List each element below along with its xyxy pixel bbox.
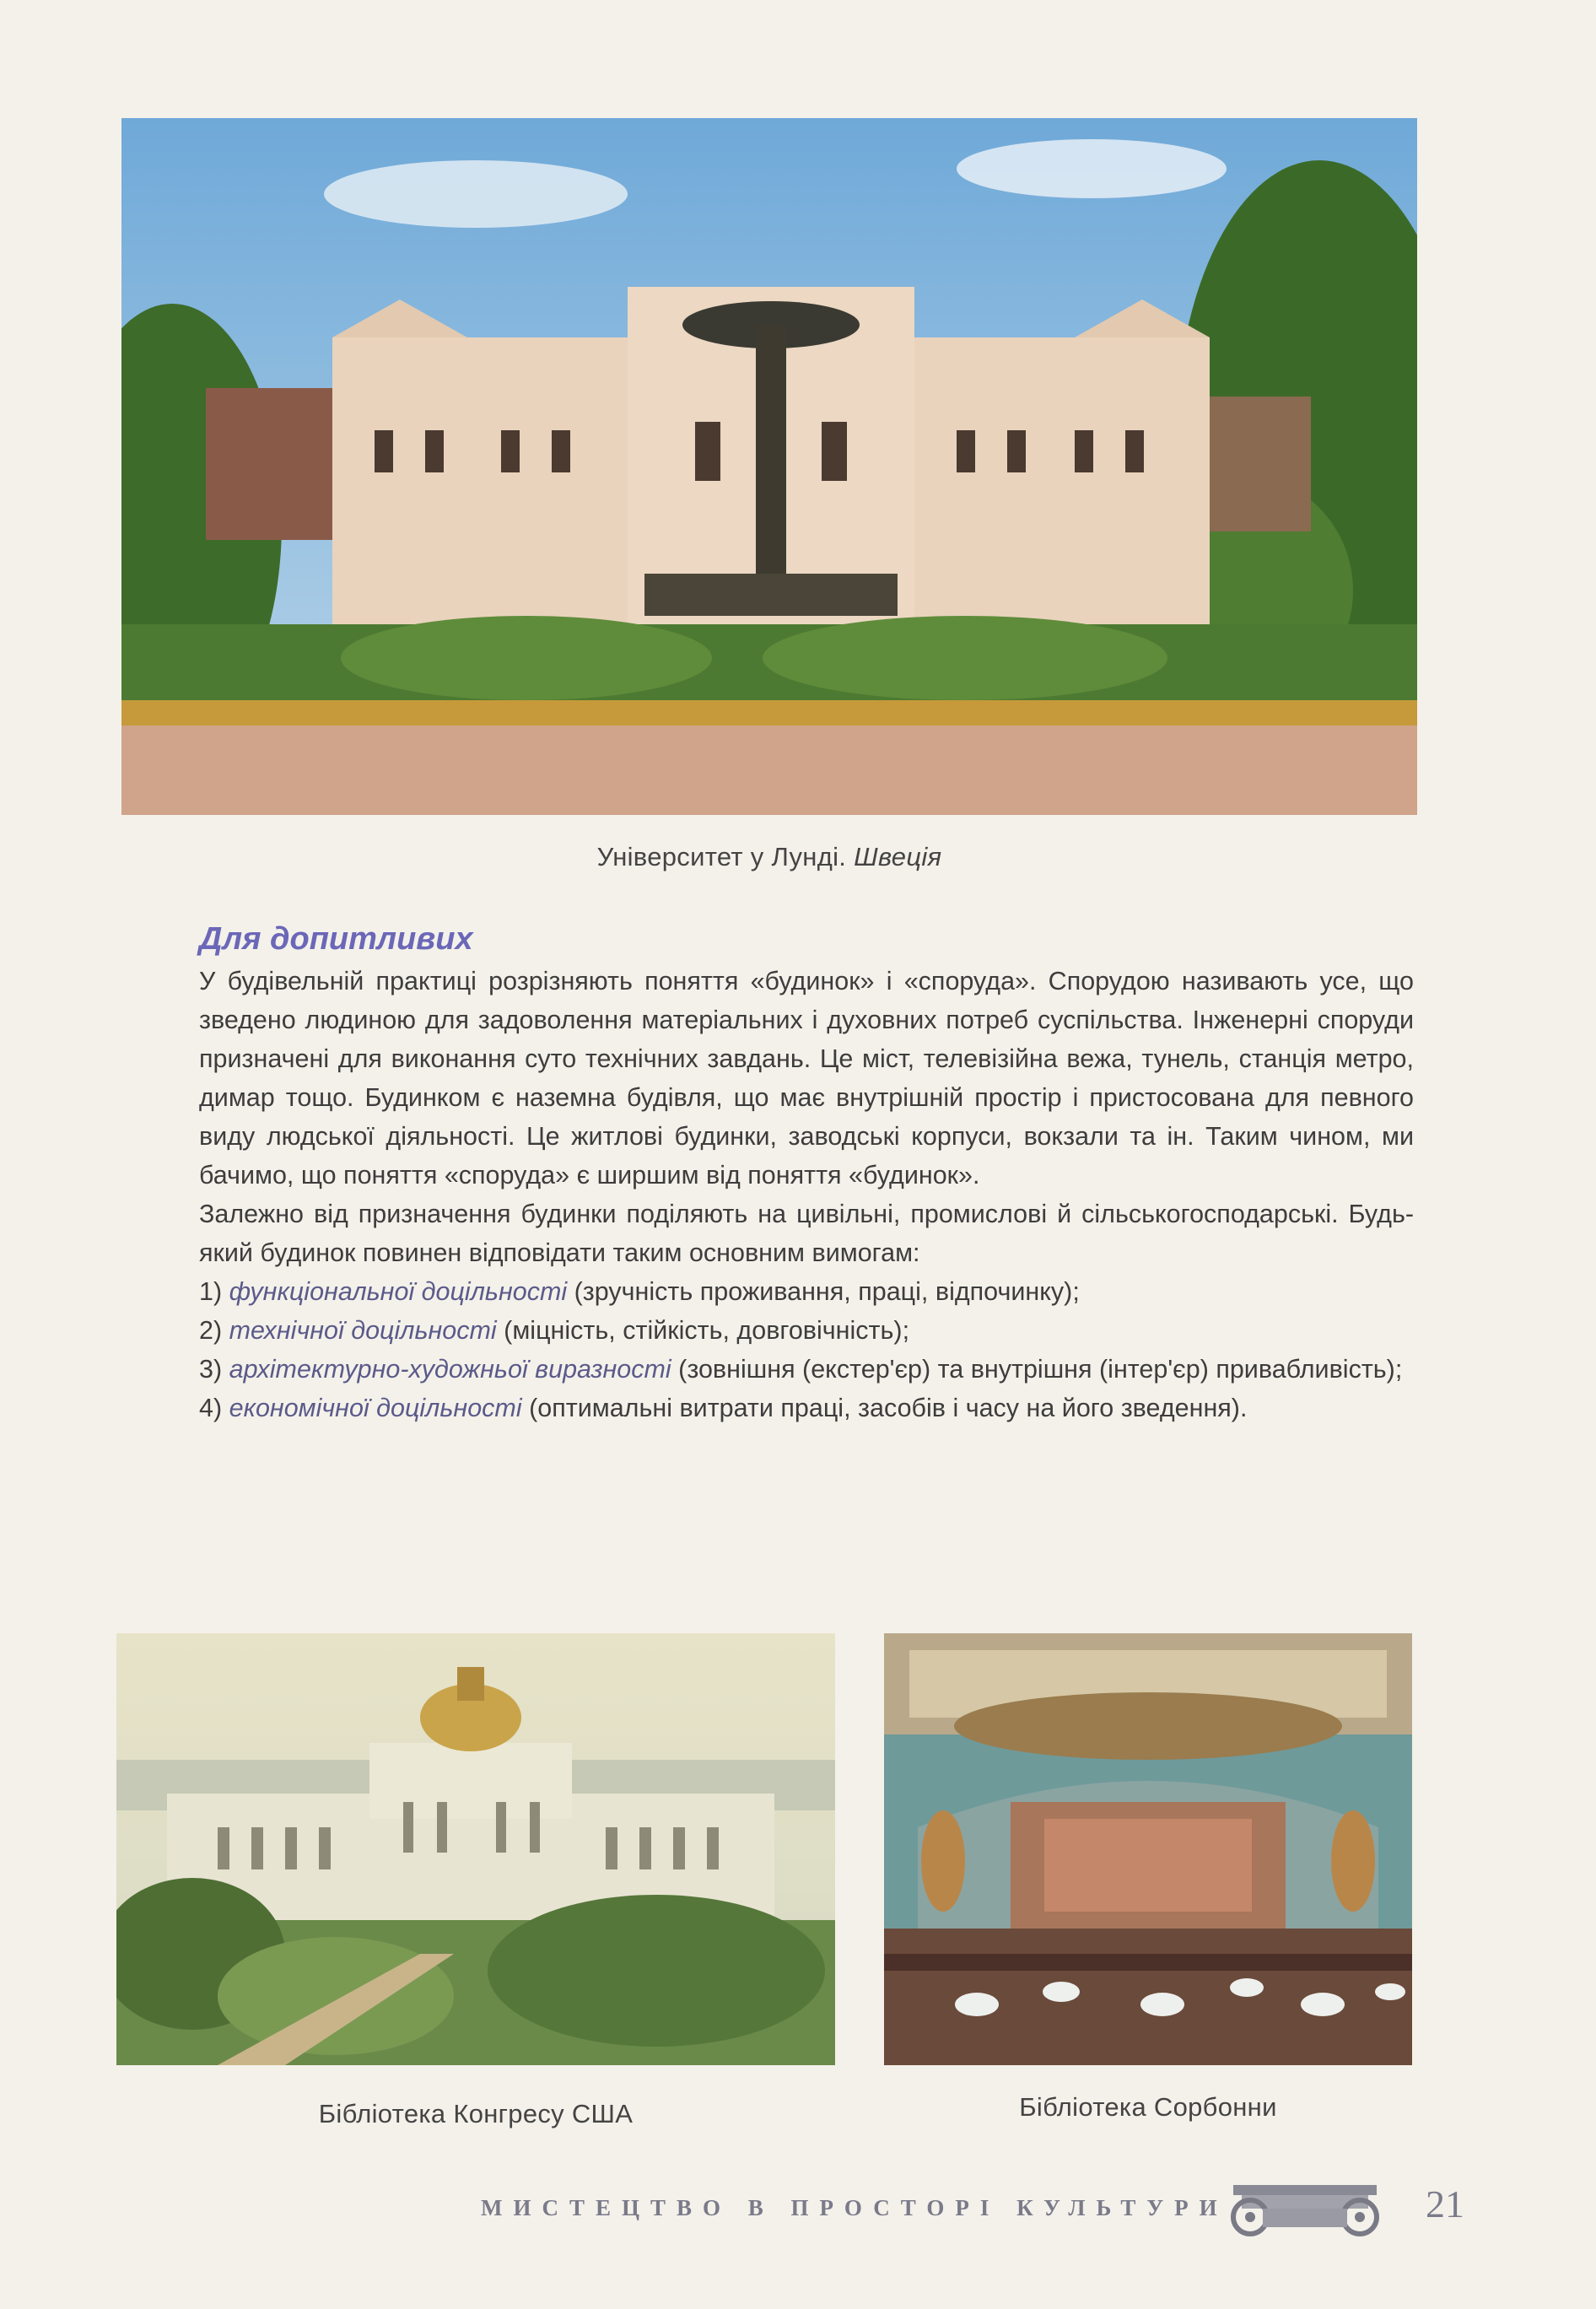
paragraph-buildings-vs-structures: У будівельній практиці розрізняють поняття «будинок» і «споруда». Спорудою називають усе, що зведено людиною для задоволення матеріальних і духовних потреб суспільства. Інженерні споруди призначені для виконання суто технічних завдань. Це міст, телевізійна вежа, тунель, станція метро, димар тощо. Будинком є наземна будівля, що має внутрішній простір і пристосована для певного виду людської діяльності. Це житлові будинки, заводські корпуси, вокзали та ін. Таким чином, ми бачимо, що поняття «споруда» є ширшим від поняття «будинок».: [199, 967, 1414, 1190]
sorbonne-library-photo: [884, 1633, 1412, 2065]
lund-university-caption: [121, 842, 1417, 872]
caption-country: Швеція: [854, 842, 942, 871]
sidebar-heading: Для допитливих: [199, 921, 473, 957]
lund-university-photo: [121, 118, 1417, 815]
paragraph-building-types: Залежно від призначення будинки поділяють на цивільні, промислові й сільськогосподарські. Будь-який будинок повинен відповідати таким основним вимогам:: [199, 1200, 1414, 1267]
sidebar-body: [199, 962, 1414, 1427]
caption-place: Університет у Лунді.: [596, 842, 847, 871]
ionic-capital-ornament-icon: [1225, 2178, 1385, 2239]
sorbonne-library-caption: Бібліотека Сорбонни: [1019, 2092, 1277, 2122]
library-of-congress-caption: Бібліотека Конгресу США: [318, 2099, 634, 2128]
requirement-item: 1) функціональної доцільності (зручність проживання, праці, відпочинку);: [199, 1277, 1080, 1306]
requirement-item: 4) економічної доцільності (оптимальні витрати праці, засобів і часу на його зведення).: [199, 1394, 1248, 1422]
library-of-congress-photo: [116, 1633, 835, 2065]
running-title: МИСТЕЦТВО В ПРОСТОРІ КУЛЬТУРИ: [481, 2195, 1228, 2220]
requirement-item: 2) технічної доцільності (міцність, стійкість, довговічність);: [199, 1316, 910, 1345]
requirement-item: 3) архітектурно-художньої виразності (зовнішня (екстер'єр) та внутрішня (інтер'єр) привабливість);: [199, 1355, 1403, 1384]
page-number: 21: [1426, 2182, 1464, 2225]
